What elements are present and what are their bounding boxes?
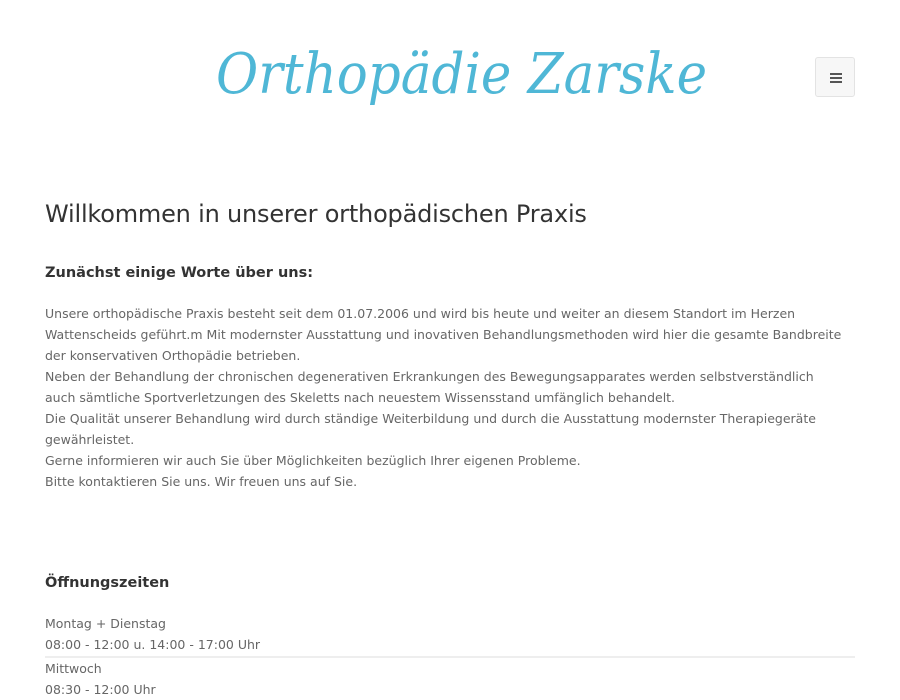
hours-row [45,658,855,700]
hours-day: Mittwoch [45,661,102,676]
paragraph: Neben der Behandlung der chronischen degenerativen Erkrankungen des Bewegungsapparates werden selbstverständlich auch sämtliche Sportverletzungen des Skeletts nach neuestem Wissensstand umfänglich behandelt. [45,369,814,405]
opening-hours-heading: Öffnungszeiten [45,575,170,591]
main-content [45,196,855,697]
header [0,0,900,150]
paragraph: Die Qualität unserer Behandlung wird durch ständige Weiterbildung und durch die Ausstattung modernster Therapiegeräte gewährleistet. [45,411,816,447]
opening-hours [45,613,855,700]
page-title: Willkommen in unserer orthopädischen Praxis [45,200,587,228]
hours-time: 08:00 - 12:00 u. 14:00 - 17:00 Uhr [45,637,261,652]
bars-icon [830,72,842,84]
intro-heading: Zunächst einige Worte über uns: [45,265,314,281]
paragraph: Gerne informieren wir auch Sie über Möglichkeiten bezüglich Ihrer eigenen Probleme. [45,453,581,468]
menu-button[interactable] [815,57,855,97]
paragraph: Bitte kontaktieren Sie uns. Wir freuen uns auf Sie. [45,474,358,489]
hours-day: Montag + Dienstag [45,616,166,631]
hours-row [45,613,855,655]
hours-time: 08:30 - 12:00 Uhr [45,682,156,697]
paragraph: Unsere orthopädische Praxis besteht seit dem 01.07.2006 und wird bis heute und weiter an diesem Standort im Herzen Wattenscheids geführt.m Mit modernster Ausstattung und inovativen Behandlungsmethoden wird hier die gesamte Bandbreite der konservativen Orthopädie betrieben. [45,306,842,363]
logo[interactable]: Orthopädie Zarske [216,42,708,107]
intro-text [45,303,845,492]
